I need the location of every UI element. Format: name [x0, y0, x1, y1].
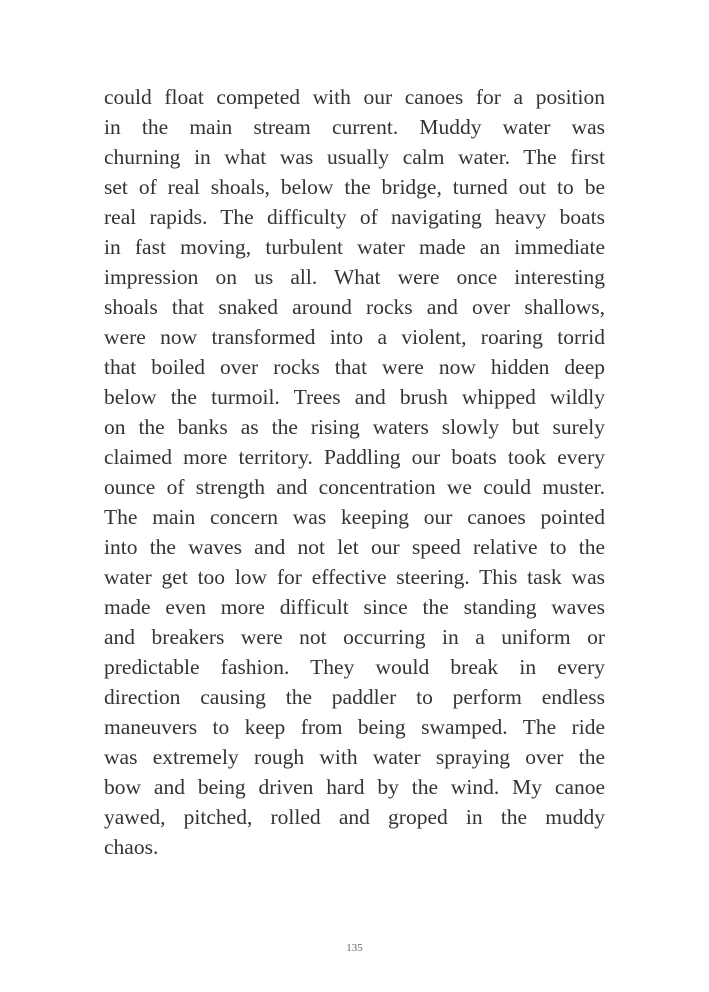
text-line: predictable fashion. They would break in every — [104, 655, 605, 679]
text-line: impression on us all. What were once interesting — [104, 265, 605, 289]
body-paragraph — [104, 82, 605, 862]
text-line: water get too low for effective steering. This task was — [104, 565, 605, 589]
text-line: churning in what was usually calm water. The first — [104, 145, 605, 169]
text-line: bow and being driven hard by the wind. My canoe — [104, 775, 605, 799]
text-line: The main concern was keeping our canoes pointed — [104, 505, 605, 529]
page-number: 135 — [346, 942, 363, 954]
text-line: below the turmoil. Trees and brush whipped wildly — [104, 385, 605, 409]
text-line: set of real shoals, below the bridge, turned out to be — [104, 175, 605, 199]
text-line: claimed more territory. Paddling our boats took every — [104, 445, 605, 469]
text-line: and breakers were not occurring in a uniform or — [104, 625, 605, 649]
text-line: were now transformed into a violent, roaring torrid — [104, 325, 605, 349]
text-line: maneuvers to keep from being swamped. The ride — [104, 715, 605, 739]
text-line: into the waves and not let our speed relative to the — [104, 535, 605, 559]
text-line: in the main stream current. Muddy water was — [104, 115, 605, 139]
text-line: could float competed with our canoes for a position — [104, 85, 605, 109]
text-line-last: chaos. — [104, 835, 159, 859]
text-line: shoals that snaked around rocks and over shallows, — [104, 295, 605, 319]
text-line: made even more difficult since the standing waves — [104, 595, 605, 619]
text-line: direction causing the paddler to perform endless — [104, 685, 605, 709]
text-line: yawed, pitched, rolled and groped in the muddy — [104, 805, 605, 829]
text-line: on the banks as the rising waters slowly but surely — [104, 415, 605, 439]
text-line: that boiled over rocks that were now hidden deep — [104, 355, 605, 379]
text-line: ounce of strength and concentration we could muster. — [104, 475, 605, 499]
text-line: in fast moving, turbulent water made an immediate — [104, 235, 605, 259]
text-line: real rapids. The difficulty of navigating heavy boats — [104, 205, 605, 229]
text-line: was extremely rough with water spraying over the — [104, 745, 605, 769]
